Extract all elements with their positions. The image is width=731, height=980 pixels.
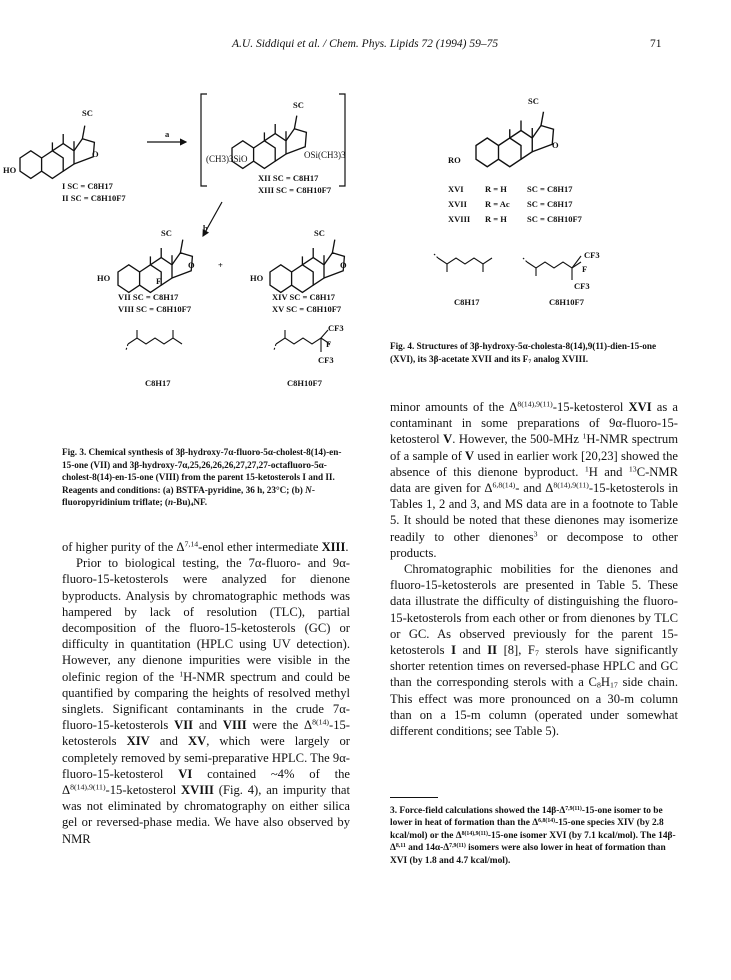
structure-XVI-XVIII bbox=[448, 96, 559, 167]
r-group: R = Ac bbox=[485, 199, 510, 209]
fluoro-label: F bbox=[582, 264, 588, 274]
cf3-bottom-label: CF3 bbox=[574, 281, 590, 291]
oxo-label: O bbox=[340, 260, 347, 270]
hydroxy-label: HO bbox=[250, 273, 264, 283]
r-group: R = H bbox=[485, 214, 507, 224]
oxo-label: O bbox=[92, 149, 99, 159]
sc-label: SC bbox=[293, 100, 304, 110]
side-chain-C8H10F7-label: C8H10F7 bbox=[549, 297, 584, 307]
compound-XIII-label: XIII SC = C8H10F7 bbox=[258, 185, 332, 195]
compound-id: XVI bbox=[448, 184, 464, 194]
trimethylsilyloxy-enol-label: OSi(CH3)3 bbox=[304, 150, 346, 160]
compound-VIII-label: VIII SC = C8H10F7 bbox=[118, 304, 192, 314]
compound-id: XVII bbox=[448, 199, 467, 209]
side-chain-C8H17-label: C8H17 bbox=[454, 297, 480, 307]
figure-4-caption: Fig. 4. Structures of 3β-hydroxy-5α-cholesta-8(14),9(11)-dien-15-one (XVI), its 3β-acetate XVII and its $F_7$ analog XVIII. bbox=[390, 341, 657, 365]
paragraph: of higher purity of the Δ$^{7,14}$-enol ether intermediate XIII. bbox=[62, 539, 349, 554]
plus-sign: + bbox=[218, 260, 223, 270]
fluoro-label: F bbox=[326, 339, 332, 349]
compound-XII-label: XII SC = C8H17 bbox=[258, 173, 319, 183]
trimethylsilyloxy-label: (CH3)3SiO bbox=[206, 154, 248, 164]
side-chain: SC = C8H10F7 bbox=[527, 214, 582, 224]
footnote-3: 3. Force-field calculations showed the $14\beta-\Delta^{7,9(11)}-15$-one isomer to be lower in heat of formation than the $\Delta^{6,8(14)}-15$-one species XIV (by 2.8 kcal/mol) or the $\Delta^{8(14),9(11)}-15$-one isomer XVI (by 7.1 kcal/mol). The $14\beta-\Delta^{8,11}$ and $14\alpha-\Delta^{7,9(11)}$ isomers were also lower in heat of formation than XVI (by 1.8 and 4.7 kcal/mol). bbox=[390, 805, 676, 866]
sc-label: SC bbox=[82, 108, 93, 118]
oxo-label: O bbox=[552, 140, 559, 150]
right-column-text bbox=[390, 399, 678, 739]
compound-I-label: I SC = C8H17 bbox=[62, 181, 113, 191]
side-chain-C8H10F7-label: C8H10F7 bbox=[287, 378, 322, 388]
hydroxy-label: HO bbox=[97, 273, 111, 283]
left-column-text bbox=[62, 539, 350, 847]
sc-label: SC bbox=[314, 228, 325, 238]
paragraph: minor amounts of the $\Delta^{8(14),9(11)}-15$-ketosterol XVI as a contaminant in some preparations of 9α-fluoro-15-ketosterol V. However, the 500-MHz $^1$H-NMR spectrum of a sample of V used in earlier work [20,23] showed the absence of this dienone byproduct. $^1$H and $^{13}$C-NMR data are given for $\Delta^{6,8(14)}-$ and $\Delta^{8(14),9(11)}-15$-ketosterols in Tables 1, 2 and 3, and MS data are in a footnote to Table 5. It should be noted that these dienones may isomerize readily to other dienones$^3$ or decompose to other products. bbox=[390, 399, 679, 560]
side-chain: SC = C8H17 bbox=[527, 184, 573, 194]
oxo-label: O bbox=[188, 260, 195, 270]
cf3-bottom-label: CF3 bbox=[318, 355, 334, 365]
hydroxy-label: HO bbox=[3, 165, 17, 175]
compound-id: XVIII bbox=[448, 214, 471, 224]
footnote-rule bbox=[390, 797, 438, 798]
ro-label: RO bbox=[448, 155, 461, 165]
r-group: R = H bbox=[485, 184, 507, 194]
side-chain: SC = C8H17 bbox=[527, 199, 573, 209]
compound-XIV-label: XIV SC = C8H17 bbox=[272, 292, 336, 302]
side-chain-C8H17 bbox=[434, 254, 492, 272]
side-chain-C8H10F7 bbox=[523, 256, 581, 280]
side-chain-C8H17-label: C8H17 bbox=[145, 378, 171, 388]
paragraph: Prior to biological testing, the 7α-fluoro- and 9α-fluoro-15-ketosterols were analyzed for dienone byproducts. Analysis by chromatographic methods was hampered by lack of resolution (TLC), partial decomposition of the fluoro-15-ketosterols (GC) or difficulty in quantitation (HPLC using UV detection). However, any dienone impurities were visible in the olefinic region of the $^1$H-NMR spectrum and could be quantified by comparing the heights of resolved methyl singlets. Significant contaminants in the crude 7α-fluoro-15-ketosterols VII and VIII were the $\Delta^{8(14)}-15$-ketosterols XIV and XV, which were largely or completely removed by semi-preparative HPLC. The 9α-fluoro-15-ketosterol VI contained ~4% of the $\Delta^{8(14),9(11)}-15$-ketosterol XVIII (Fig. 4), an impurity that was not eliminated by chromatography on either silica gel or reversed-phase media. We have also observed by NMR bbox=[62, 556, 351, 846]
paragraph: Chromatographic mobilities for the dienones and fluoro-15-ketosterols are presented in Table 5. These data illustrate the difficulty of distinguishing the fluoro-15-ketosterols from each other or from dienones by TLC or GC. As observed previously for the parent 15-ketosterols I and II [8], $F_7$ sterols have significantly shorter retention times on reversed-phase HPLC and GC than the corresponding sterols with a $C_8H_{17}$ side chain. This effect was more pronounced on a 30-m column than on a 15-m column (operated under somewhat different conditions; see Table 5). bbox=[390, 562, 679, 739]
arrow-b-label: b bbox=[203, 223, 208, 233]
arrow-a-label: a bbox=[165, 129, 170, 139]
cf3-top-label: CF3 bbox=[328, 323, 344, 333]
figure-3-caption: Fig. 3. Chemical synthesis of 3β-hydroxy-7α-fluoro-5α-cholest-8(14)-en-15-one (VII) and 3β-hydroxy-7α,25,26,26,26,27,27,27-octafluoro-5α-cholest-8(14)-en-15-one (VIII) from the parent 15-ketosterols I and II. Reagents and conditions: (a) BSTFA-pyridine, 36 h, 23°C; (b) N-fluoropyridinium triflate; $(n-Bu)_4NF$. bbox=[62, 447, 342, 509]
compound-table-fig4 bbox=[448, 184, 583, 224]
sc-label: SC bbox=[161, 228, 172, 238]
sc-label: SC bbox=[528, 96, 539, 106]
compound-XV-label: XV SC = C8H10F7 bbox=[272, 304, 342, 314]
journal-reference: A.U. Siddiqui et al. / Chem. Phys. Lipids 72 (1994) 59–75 bbox=[232, 38, 499, 50]
fluoro-label: F bbox=[156, 276, 162, 286]
compound-II-label: II SC = C8H10F7 bbox=[62, 193, 126, 203]
compound-VII-label: VII SC = C8H17 bbox=[118, 292, 179, 302]
cf3-top-label: CF3 bbox=[584, 250, 600, 260]
page-number: 71 bbox=[650, 38, 662, 50]
